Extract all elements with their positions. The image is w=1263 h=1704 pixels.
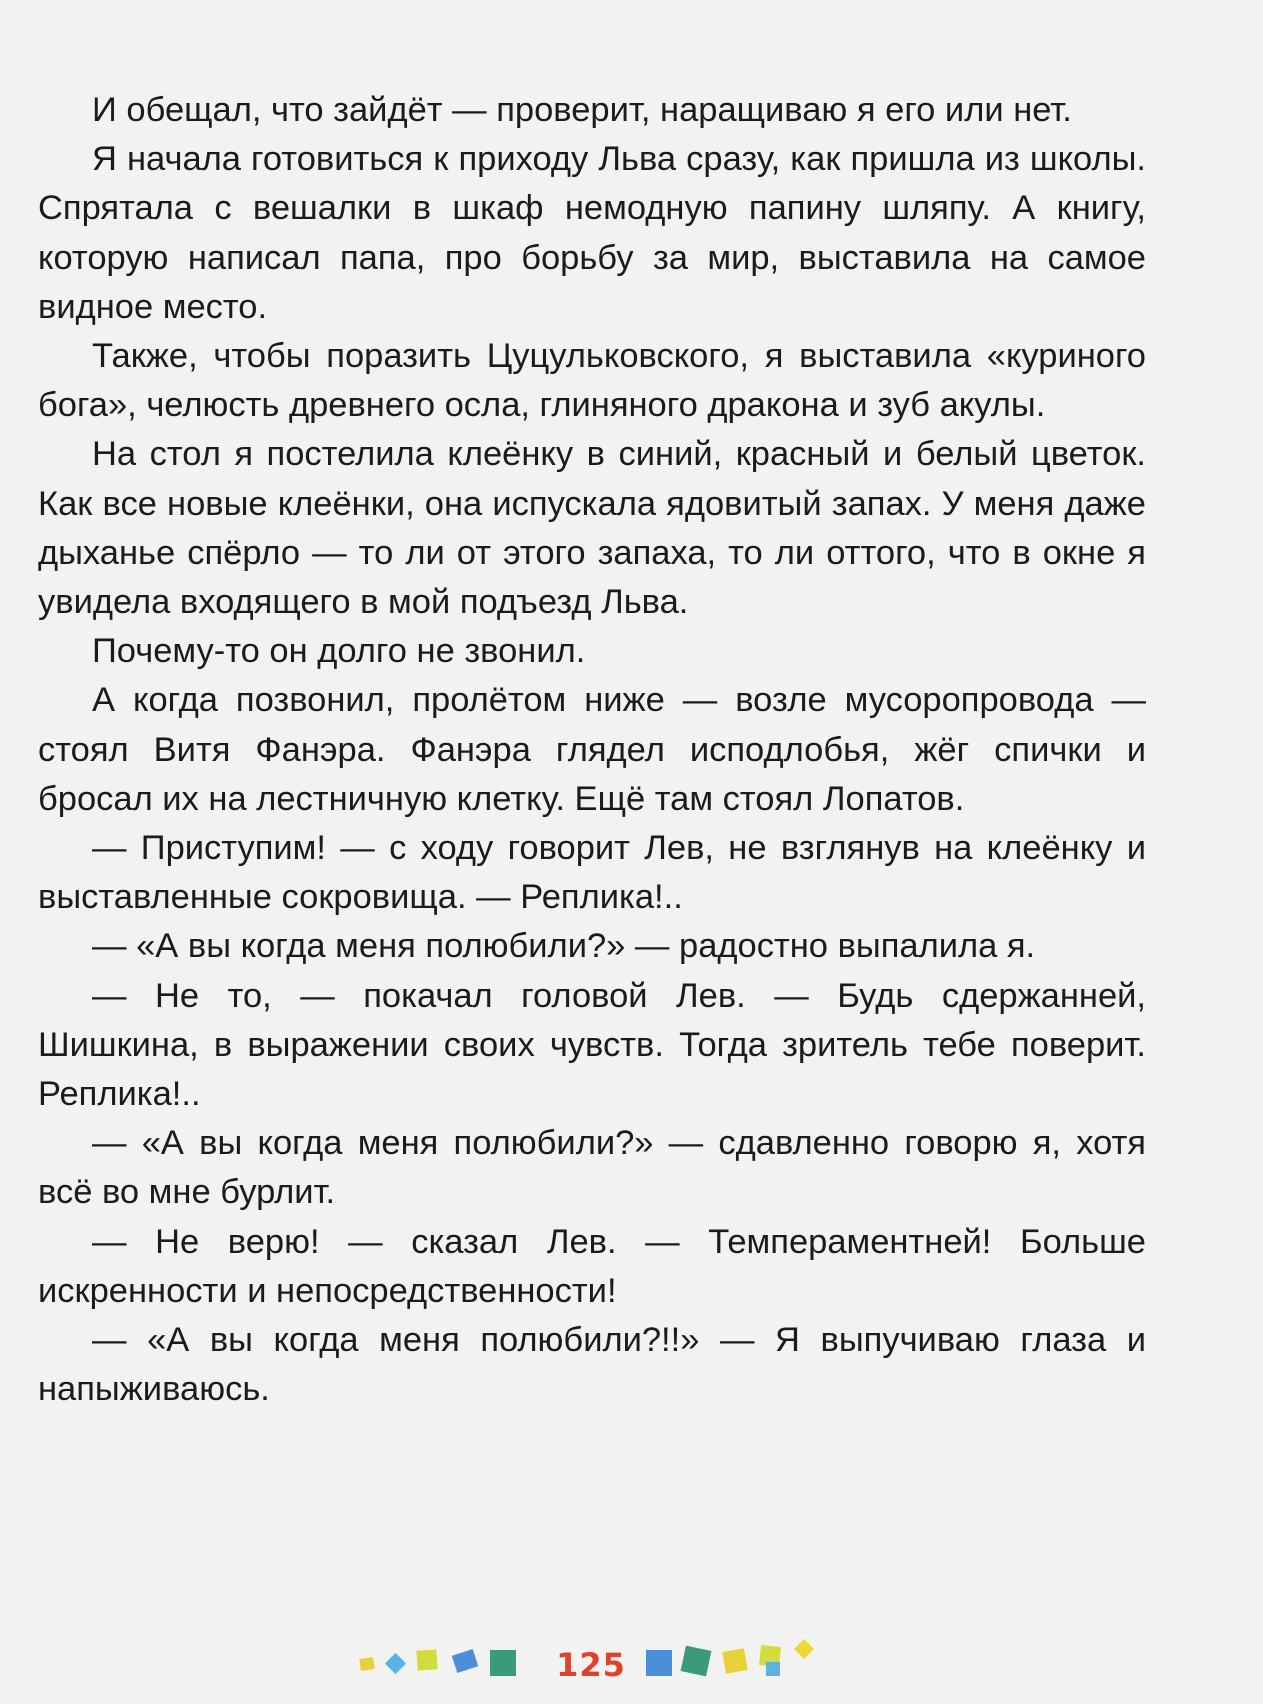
- paragraph-1: И обещал, что зайдёт — проверит, наращиваю я его или нет.: [92, 91, 1072, 129]
- paragraph-2: Я начала готовиться к приходу Льва сразу, как пришла из школы. Спрятала с вешалки в шкаф немодную папину шляпу. А книгу, которую написал папа, про борьбу за мир, выставила на самое видное место.: [38, 140, 1146, 326]
- decorative-square: [490, 1650, 516, 1676]
- page-text: [38, 86, 1146, 1414]
- paragraph-8: — «А вы когда меня полюбили?» — радостно выпалила я.: [92, 927, 1036, 966]
- decorative-square: [385, 1653, 406, 1674]
- decorative-square: [359, 1657, 375, 1671]
- page-number: 125: [556, 1646, 626, 1684]
- paragraph-11: — Не верю! — сказал Лев. — Темпераментней! Больше искренности и непосредственности!: [38, 1222, 1146, 1310]
- decorative-square: [646, 1650, 672, 1676]
- decorative-square: [794, 1639, 814, 1659]
- paragraph-7: — Приступим! — с ходу говорит Лев, не взглянув на клеёнку и выставленные сокровища. — Реплика!..: [38, 829, 1146, 917]
- decorative-square: [681, 1646, 712, 1677]
- paragraph-6: А когда позвонил, пролётом ниже — возле мусоропровода — стоял Витя Фанэра. Фанэра глядел исподлобья, жёг спички и бросал их на лестничную клетку. Ещё там стоял Лопатов.: [38, 681, 1146, 818]
- decorative-square: [416, 1649, 437, 1670]
- decorative-square: [452, 1649, 478, 1673]
- paragraph-5: Почему-то он долго не звонил.: [92, 632, 586, 671]
- paragraph-3: Также, чтобы поразить Цуцульковского, я выставила «куриного бога», челюсть древнего осла, глиняного дракона и зуб акулы.: [38, 337, 1146, 425]
- paragraph-12: — «А вы когда меня полюбили?!!» — Я выпучиваю глаза и напыживаюсь.: [38, 1321, 1146, 1409]
- paragraph-9: — Не то, — покачал головой Лев. — Будь сдержанней, Шишкина, в выражении своих чувств. Тогда зритель тебе поверит. Реплика!..: [38, 976, 1146, 1114]
- decorative-square: [722, 1648, 747, 1673]
- paragraph-4: На стол я постелила клеёнку в синий, красный и белый цветок. Как все новые клеёнки, она испускала ядовитый запах. У меня даже дыханье спёрло — то ли от этого запаха, то ли оттого, что в окне я увидела входящего в мой подъезд Льва.: [38, 435, 1146, 622]
- decorative-square: [766, 1662, 780, 1676]
- paragraph-10: — «А вы когда меня полюбили?» — сдавленно говорю я, хотя всё во мне бурлит.: [38, 1124, 1146, 1212]
- page-footer-decoration: [0, 1642, 1263, 1692]
